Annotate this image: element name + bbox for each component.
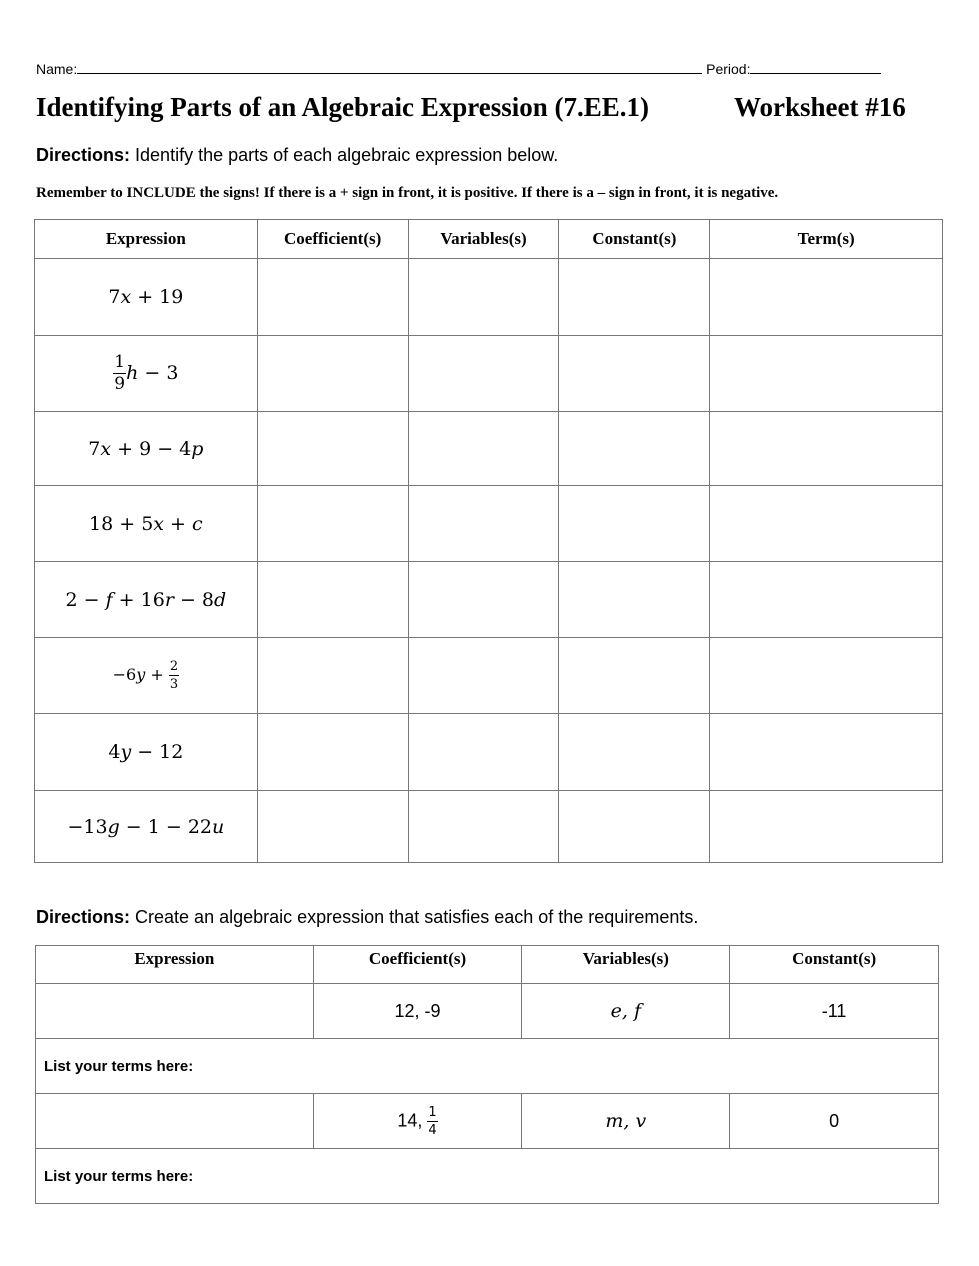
term-answer-cell[interactable]	[710, 336, 943, 412]
create-expression-table	[35, 945, 939, 1204]
directions-label: Directions:	[36, 907, 131, 927]
terms-label: List your terms here:	[44, 1057, 194, 1075]
expression: $\frac{1}{9}$ h − 3	[114, 352, 179, 394]
worksheet-number: Worksheet #16	[734, 92, 906, 122]
col-terms: Term(s)	[710, 220, 943, 259]
coefficient-answer-cell[interactable]	[257, 562, 408, 638]
coefficient-answer-cell[interactable]	[257, 714, 408, 791]
expression-cell	[35, 562, 258, 638]
variables-value	[522, 984, 730, 1039]
expression-cell	[35, 412, 258, 486]
col-variables: Variables(s)	[522, 946, 730, 984]
col-coefficients: Coefficient(s)	[257, 220, 408, 259]
term-answer-cell[interactable]	[710, 714, 943, 791]
expression: −6y + $\frac{2}{3}$	[112, 659, 179, 692]
constant-answer-cell[interactable]	[559, 562, 710, 638]
constant-value: 0	[730, 1094, 939, 1149]
col-coefficients: Coefficient(s)	[313, 946, 522, 984]
coefficient-answer-cell[interactable]	[257, 638, 408, 714]
name-blank[interactable]	[77, 60, 702, 74]
expression: 18 + 5x + c	[89, 512, 203, 535]
variables-text: e, f	[610, 1000, 641, 1022]
name-period-line	[36, 60, 881, 77]
directions-text: Identify the parts of each algebraic expression below.	[130, 145, 559, 165]
term-answer-cell[interactable]	[710, 638, 943, 714]
table-header-row	[35, 220, 943, 259]
table-row	[35, 562, 943, 638]
term-answer-cell[interactable]	[710, 259, 943, 336]
variable-answer-cell[interactable]	[408, 336, 559, 412]
constant-answer-cell[interactable]	[559, 336, 710, 412]
col-variables: Variables(s)	[408, 220, 559, 259]
fraction: $\frac{1}{4}$	[428, 1104, 437, 1138]
directions-1	[36, 145, 558, 166]
expression: 4y − 12	[108, 741, 184, 763]
terms-answer-cell[interactable]	[36, 1149, 939, 1204]
remember-note: Remember to INCLUDE the signs! If there is a + sign in front, it is positive. If there is a – sign in front, it is negative.	[36, 185, 779, 201]
constant-answer-cell[interactable]	[559, 412, 710, 486]
expression-cell	[35, 336, 258, 412]
expression: 7x + 19	[108, 286, 184, 308]
term-answer-cell[interactable]	[710, 562, 943, 638]
name-label: Name:	[36, 61, 78, 77]
page-title: Identifying Parts of an Algebraic Expression (7.EE.1)	[36, 92, 650, 122]
terms-label: List your terms here:	[44, 1167, 194, 1185]
identify-parts-table	[34, 219, 943, 863]
term-answer-cell[interactable]	[710, 486, 943, 562]
directions-label: Directions:	[36, 145, 131, 165]
col-expression: Expression	[35, 220, 258, 259]
fraction: $\frac{1}{9}$	[114, 352, 126, 394]
table-row	[35, 259, 943, 336]
period-label: Period:	[706, 61, 751, 77]
table-row	[35, 791, 943, 863]
constant-answer-cell[interactable]	[559, 791, 710, 863]
table-row	[35, 412, 943, 486]
expression: 2 − f + 16r − 8d	[65, 588, 227, 611]
expression-cell	[35, 638, 258, 714]
variable-answer-cell[interactable]	[408, 486, 559, 562]
coefficient-answer-cell[interactable]	[257, 259, 408, 336]
variable-answer-cell[interactable]	[408, 562, 559, 638]
coefficients-value	[313, 1094, 522, 1149]
coefficient-whole: 14,	[397, 1109, 423, 1130]
term-answer-cell[interactable]	[710, 412, 943, 486]
table-header-row	[36, 946, 939, 984]
coefficient-answer-cell[interactable]	[257, 486, 408, 562]
constant-answer-cell[interactable]	[559, 259, 710, 336]
constant-answer-cell[interactable]	[559, 486, 710, 562]
coefficient-answer-cell[interactable]	[257, 791, 408, 863]
variable-answer-cell[interactable]	[408, 714, 559, 791]
worksheet-title	[36, 92, 936, 123]
table-row	[35, 486, 943, 562]
expression: 7x + 9 − 4p	[88, 437, 204, 460]
variable-answer-cell[interactable]	[408, 412, 559, 486]
constant-value: -11	[730, 984, 939, 1039]
expression-cell	[35, 714, 258, 791]
variable-answer-cell[interactable]	[408, 638, 559, 714]
fraction: $\frac{2}{3}$	[169, 659, 179, 692]
variables-text: m, v	[605, 1110, 647, 1132]
expression: −13g − 1 − 22u	[67, 815, 225, 838]
col-expression: Expression	[36, 946, 314, 984]
coefficient-answer-cell[interactable]	[257, 412, 408, 486]
constant-answer-cell[interactable]	[559, 714, 710, 791]
col-constants: Constant(s)	[559, 220, 710, 259]
variable-answer-cell[interactable]	[408, 259, 559, 336]
coefficient-answer-cell[interactable]	[257, 336, 408, 412]
constant-answer-cell[interactable]	[559, 638, 710, 714]
col-constants: Constant(s)	[730, 946, 939, 984]
expression-answer-cell[interactable]	[36, 1094, 314, 1149]
period-blank[interactable]	[750, 60, 881, 74]
terms-row	[36, 1149, 939, 1204]
terms-row	[36, 1039, 939, 1094]
table-row	[35, 336, 943, 412]
directions-text: Create an algebraic expression that satisfies each of the requirements.	[130, 907, 699, 927]
expression-cell	[35, 791, 258, 863]
term-answer-cell[interactable]	[710, 791, 943, 863]
table-row	[35, 714, 943, 791]
table-row	[36, 984, 939, 1039]
expression-answer-cell[interactable]	[36, 984, 314, 1039]
directions-2	[36, 907, 698, 928]
variables-value	[522, 1094, 730, 1149]
terms-answer-cell[interactable]	[36, 1039, 939, 1094]
coefficients-value: 12, -9	[313, 984, 522, 1039]
table-row	[35, 638, 943, 714]
table-row	[36, 1094, 939, 1149]
expression-cell	[35, 259, 258, 336]
variable-answer-cell[interactable]	[408, 791, 559, 863]
expression-cell	[35, 486, 258, 562]
